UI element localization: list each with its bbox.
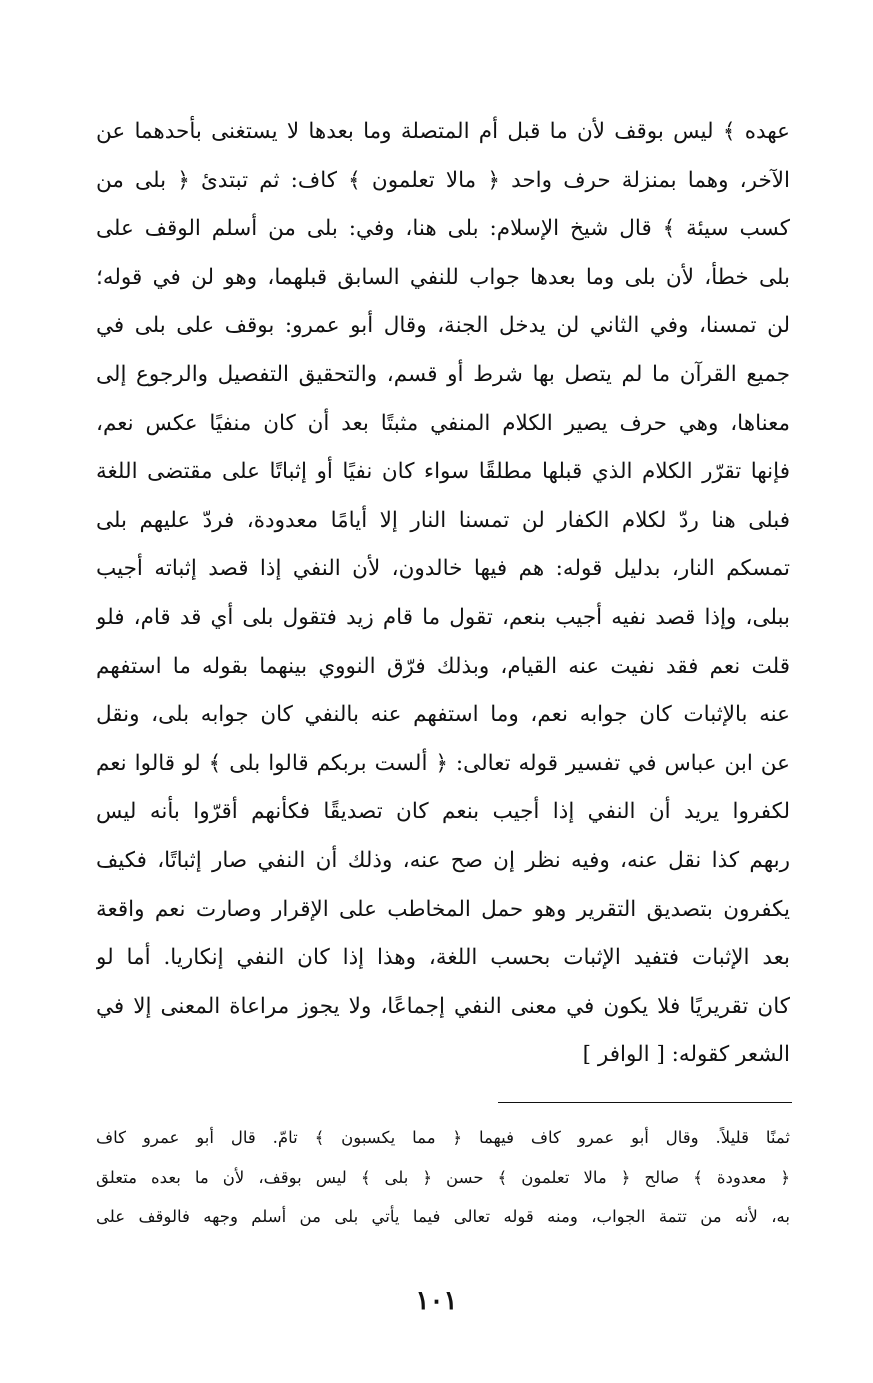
footnote-divider xyxy=(498,1102,792,1103)
body-line: معناها، وهي حرف يصير الكلام المنفي مثبتًا بعد أن كان منفيًا عكس نعم، xyxy=(96,410,790,436)
body-line-last: الشعر كقوله: [ الوافر ] xyxy=(582,1042,790,1068)
body-line: لن تمسنا، وفي الثاني لن يدخل الجنة، وقال أبو عمرو: بوقف على بلى في xyxy=(96,313,790,339)
footnote-line: ثمنًا قليلاً. وقال أبو عمرو كاف فيهما ﴿ مما يكسبون ﴾ تامّ. قال أبو عمرو كاف xyxy=(96,1128,790,1147)
body-line: عن ابن عباس في تفسير قوله تعالى: ﴿ ألست بربكم قالوا بلى ﴾ لو قالوا نعم xyxy=(96,750,790,776)
body-line: بعد الإثبات فتفيد الإثبات بحسب اللغة، وهذا إذا كان النفي إنكاريا. أما لو xyxy=(96,945,790,971)
body-line: فإنها تقرّر الكلام الذي قبلها مطلقًا سواء كان نفيًا أو إثباتًا على مقتضى اللغة xyxy=(96,459,790,485)
body-line: قلت نعم فقد نفيت عنه القيام، وبذلك فرّق النووي بينهما بقوله ما استفهم xyxy=(96,653,790,679)
body-line: لكفروا يريد أن النفي إذا أجيب بنعم كان تصديقًا فكأنهم أقرّوا بأنه ليس xyxy=(96,799,790,825)
main-text-block xyxy=(96,108,790,1080)
body-line: كسب سيئة ﴾ قال شيخ الإسلام: بلى هنا، وفي: بلى من أسلم الوقف على xyxy=(96,216,790,242)
body-line: ببلى، وإذا قصد نفيه أجيب بنعم، تقول ما قام زيد فتقول بلى أي قد قام، فلو xyxy=(96,604,790,630)
body-line: الآخر، وهما بمنزلة حرف واحد ﴿ مالا تعلمون ﴾ كاف: ثم تبتدئ ﴿ بلى من xyxy=(96,167,790,193)
body-line: ربهم كذا نقل عنه، وفيه نظر إن صح عنه، وذلك أن النفي صار إثباتًا، فكيف xyxy=(96,847,790,873)
body-line: كان تقريريًا فلا يكون في معنى النفي إجماعًا، ولا يجوز مراعاة المعنى إلا في xyxy=(96,993,790,1019)
body-line: تمسكم النار، بدليل قوله: هم فيها خالدون، لأن النفي إذا قصد إثباته أجيب xyxy=(96,556,790,582)
footnote-line: به، لأنه من تتمة الجواب، ومنه قوله تعالى فيما يأتي بلى من أسلم وجهه فالوقف على xyxy=(96,1207,790,1226)
body-line: عنه بالإثبات كان جوابه نعم، وما استفهم عنه بالنفي كان جوابه بلى، ونقل xyxy=(96,702,790,728)
page-number: ١٠١ xyxy=(415,1286,458,1316)
body-line: بلى خطأ، لأن بلى وما بعدها جواب للنفي السابق قبلهما، وهو لن في قوله؛ xyxy=(96,264,790,290)
footnotes-block xyxy=(96,1118,790,1237)
body-line: يكفرون بتصديق التقرير وهو حمل المخاطب على الإقرار وصارت نعم واقعة xyxy=(96,896,790,922)
body-line: فبلى هنا ردّ لكلام الكفار لن تمسنا النار إلا أيامًا معدودة، فردّ عليهم بلى xyxy=(96,507,790,533)
body-line: عهده ﴾ ليس بوقف لأن ما قبل أم المتصلة وما بعدها لا يستغنى بأحدهما عن xyxy=(96,119,790,144)
footnote-line: ﴿ معدودة ﴾ صالح ﴿ مالا تعلمون ﴾ حسن ﴿ بلى ﴾ ليس بوقف، لأن ما بعده متعلق xyxy=(96,1167,790,1187)
body-line: جميع القرآن ما لم يتصل بها شرط أو قسم، والتحقيق التفصيل والرجوع إلى xyxy=(96,361,790,387)
